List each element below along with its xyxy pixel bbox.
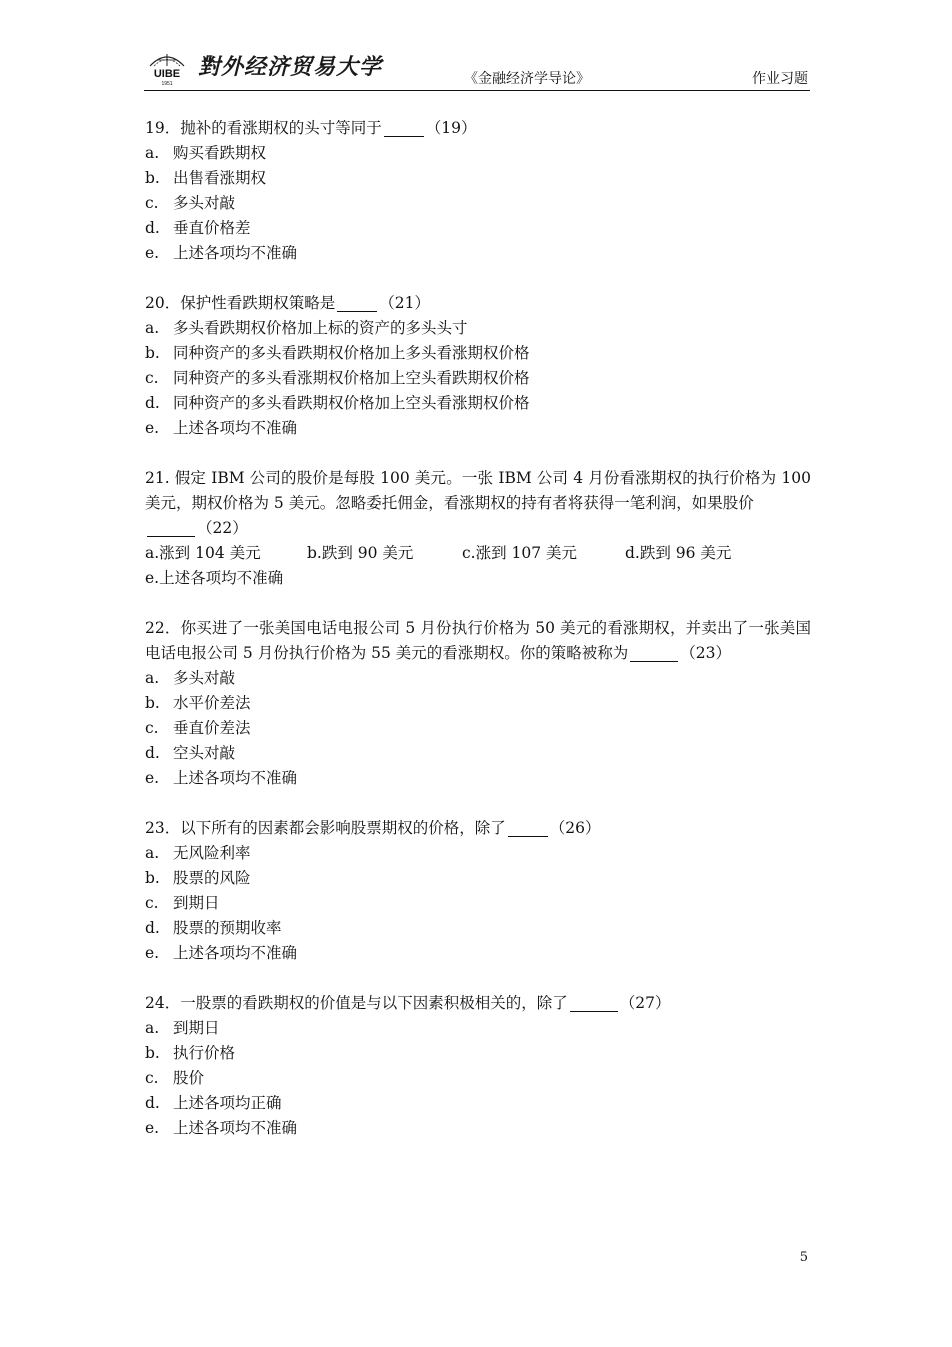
option-b: b. 出售看涨期权 (145, 169, 267, 187)
question-20 (145, 291, 811, 441)
option-a: a.涨到 104 美元 (145, 544, 261, 562)
option-a: a. 无风险利率 (145, 844, 251, 862)
option-d: d. 上述各项均正确 (145, 1094, 282, 1112)
answer-blank (570, 993, 618, 1012)
question-list (145, 116, 811, 1166)
question-stem: 24．一股票的看跌期权的价值是与以下因素积极相关的，除了 （27） (145, 994, 671, 1012)
question-stem: 20．保护性看跌期权策略是 （21） (145, 294, 430, 312)
question-21 (145, 466, 811, 591)
option-a: a. 到期日 (145, 1019, 220, 1037)
answer-blank (508, 818, 548, 837)
option-b: b. 同种资产的多头看跌期权价格加上多头看涨期权价格 (145, 344, 530, 362)
answer-blank (630, 643, 678, 662)
question-stem: 21. 假定 IBM 公司的股价是每股 100 美元。一张 IBM 公司 4 月份看涨期权的执行价格为 100 美元，期权价格为 5 美元。忽略委托佣金，看涨期权的持有者将获得一笔利润，如果股价 （22） (145, 469, 811, 537)
university-name: 對外经济贸易大学 (198, 54, 383, 80)
option-a: a. 多头看跌期权价格加上标的资产的多头头寸 (145, 319, 468, 337)
option-b: b.跌到 90 美元 (307, 544, 414, 562)
answer-blank (337, 293, 377, 312)
answer-blank (147, 518, 195, 537)
option-c: c. 到期日 (145, 894, 220, 912)
answer-blank (384, 118, 424, 137)
option-e: e. 上述各项均不准确 (145, 769, 298, 787)
question-24 (145, 991, 811, 1141)
option-e: e. 上述各项均不准确 (145, 419, 298, 437)
option-a: a. 购买看跌期权 (145, 144, 267, 162)
option-d: d. 空头对敲 (145, 744, 236, 762)
option-e: e. 上述各项均不准确 (145, 944, 298, 962)
option-d: d.跌到 96 美元 (625, 544, 732, 562)
option-c: c.涨到 107 美元 (462, 544, 578, 562)
option-b: b. 股票的风险 (145, 869, 251, 887)
question-stem: 19．抛补的看涨期权的头寸等同于 （19） (145, 119, 477, 137)
question-23 (145, 816, 811, 966)
options-row (145, 541, 811, 566)
option-e: e.上述各项均不准确 (145, 569, 284, 587)
document-type: 作业习题 (752, 71, 808, 87)
option-c: c. 多头对敲 (145, 194, 236, 212)
option-c: c. 股价 (145, 1069, 205, 1087)
option-c: c. 同种资产的多头看涨期权价格加上空头看跌期权价格 (145, 369, 530, 387)
option-c: c. 垂直价差法 (145, 719, 251, 737)
option-b: b. 水平价差法 (145, 694, 251, 712)
course-title: 《金融经济学导论》 (464, 71, 590, 87)
option-a: a. 多头对敲 (145, 669, 236, 687)
university-logo (144, 46, 190, 86)
question-22 (145, 616, 811, 791)
question-stem: 23．以下所有的因素都会影响股票期权的价格，除了 （26） (145, 819, 601, 837)
page-number: 5 (799, 1250, 808, 1265)
option-d: d. 股票的预期收率 (145, 919, 282, 937)
question-stem: 22．你买进了一张美国电话电报公司 5 月份执行价格为 50 美元的看涨期权，并卖出了一张美国电话电报公司 5 月份执行价格为 55 美元的看涨期权。你的策略被称为 （23） (145, 619, 811, 662)
svg-text:UIBE: UIBE (153, 68, 181, 80)
option-e: e. 上述各项均不准确 (145, 1119, 298, 1137)
option-d: d. 垂直价格差 (145, 219, 251, 237)
svg-text:1951: 1951 (161, 81, 173, 86)
option-b: b. 执行价格 (145, 1044, 236, 1062)
option-e: e. 上述各项均不准确 (145, 244, 298, 262)
option-d: d. 同种资产的多头看跌期权价格加上空头看涨期权价格 (145, 394, 530, 412)
page-header (144, 44, 810, 91)
question-19 (145, 116, 811, 266)
uibe-emblem-icon (144, 46, 190, 86)
